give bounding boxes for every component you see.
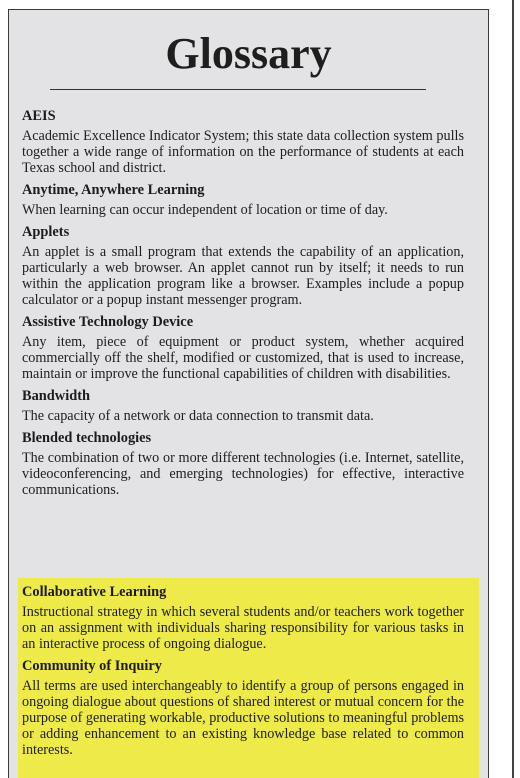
highlighted-entries [22,583,464,763]
glossary-entry-applets [22,223,464,308]
entry-term: Bandwidth [22,388,90,404]
entry-term: Anytime, Anywhere Learning [22,182,205,198]
page-title: Glossary [165,29,332,78]
title-divider [50,89,426,90]
entry-definition: An applet is a small program that extends the capability of an application, particularly a web browser. An applet cannot run by itself; it needs to run within the application program like a browser. Examples include a popup calculator or a popup instant messenger program. [22,244,464,308]
entry-definition: When learning can occur independent of location or time of day. [22,202,388,218]
glossary-entry-assistive-technology-device [22,313,464,382]
adjacent-page-edge [512,0,514,778]
entry-term: Collaborative Learning [22,584,167,600]
entry-definition: Any item, piece of equipment or product system, whether acquired commercially off the shelf, modified or customized, that is used to increase, maintain or improve the functional capabilities of children with disabilities. [22,334,464,382]
glossary-entry-anytime-anywhere-learning [22,181,464,218]
glossary-entry-bandwidth [22,387,464,424]
entry-term: Applets [22,224,70,240]
glossary-entry-aeis [22,107,464,176]
glossary-entry-community-of-inquiry [22,657,464,758]
glossary-entries [22,107,464,503]
entry-term: Assistive Technology Device [22,314,194,330]
entry-definition: Instructional strategy in which several students and/or teachers work together on an assignment with individuals sharing responsibility for various tasks in an interactive process of ongoing dialogue. [22,604,464,652]
entry-definition: Academic Excellence Indicator System; this state data collection system pulls together a wide range of information on the performance of students at each Texas school and district. [22,128,464,176]
entry-term: Community of Inquiry [22,658,162,674]
entry-definition: The capacity of a network or data connection to transmit data. [22,408,374,424]
entry-term: AEIS [22,108,56,124]
glossary-entry-collaborative-learning [22,583,464,652]
entry-definition: The combination of two or more different technologies (i.e. Internet, satellite, videoconferencing, and emerging technologies) for effective, interactive communications. [22,450,464,498]
entry-definition: All terms are used interchangeably to identify a group of persons engaged in ongoing dialogue about questions of shared interest or mutual concern for the purpose of generating workable, productive solutions to meaningful problems or adding enhancement to an existing knowledge base related to common interests. [22,678,464,758]
entry-term: Blended technologies [22,430,152,446]
glossary-entry-blended-technologies [22,429,464,498]
